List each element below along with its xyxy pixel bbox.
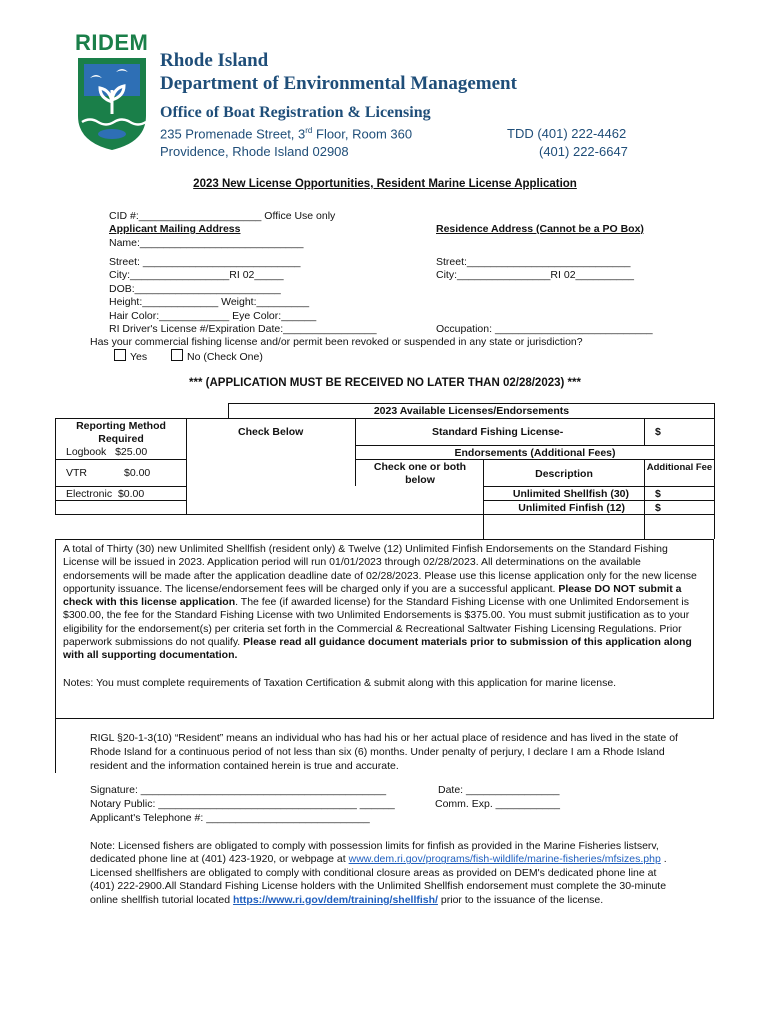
tdd-phone: TDD (401) 222-4462 bbox=[507, 126, 627, 141]
date-field[interactable]: Date: ________________ bbox=[438, 784, 560, 796]
compliance-note: Note: Licensed fishers are obligated to comply with possession limits for finfish as provided in the Marine Fisheries listserv, dedicated phone line at (401) 423-1920, or webpage at www.dem.ri.gov/programs/fish-wildlife/marine-fisheries/mfsizes.php . Licensed shellfishers are obligated to comply with conditional closure areas as provided on DEM's dedicated phone line at (401) 222-2900.All Standard Fishing License holders with the Unlimited Shellfish endorsement must complete the 30-minute online shellfish tutorial located https://www.ri.gov/dem/training/shellfish/ prior to the issuance of the license. bbox=[90, 840, 667, 906]
unlimited-finfish-fee[interactable]: $ bbox=[655, 502, 661, 514]
reporting-row-vtr-fee: $0.00 bbox=[124, 467, 151, 479]
license-field[interactable]: RI Driver's License #/Expiration Date:________________ bbox=[109, 323, 377, 335]
revoked-question: Has your commercial fishing license and/or permit been revoked or suspended in any state or jurisdiction? bbox=[90, 336, 583, 348]
mailing-city-field[interactable]: City:_________________RI 02_____ bbox=[109, 269, 284, 281]
ridem-logo-text: RIDEM bbox=[75, 30, 149, 55]
telephone-field[interactable]: Applicant's Telephone #: ____________________________ bbox=[90, 812, 370, 824]
check-one-header: Check one or both below bbox=[373, 461, 467, 486]
residence-city-field[interactable]: City:________________RI 02__________ bbox=[436, 269, 634, 281]
licenses-table-header: 2023 Available Licenses/Endorsements bbox=[373, 405, 570, 417]
description-header: Description bbox=[535, 468, 593, 480]
yes-checkbox[interactable]: Yes bbox=[114, 349, 147, 363]
dob-field[interactable]: DOB:_________________________ bbox=[109, 283, 281, 295]
check-below-label: Check Below bbox=[238, 426, 304, 438]
checkbox-icon[interactable] bbox=[114, 349, 126, 361]
no-checkbox[interactable]: No (Check One) bbox=[171, 349, 263, 363]
residence-address-heading: Residence Address (Cannot be a PO Box) bbox=[436, 223, 644, 235]
form-title: 2023 New License Opportunities, Resident Marine License Application bbox=[193, 178, 577, 190]
info-paragraph: A total of Thirty (30) new Unlimited Shellfish (resident only) & Twelve (12) Unlimited Finfish Endorsements on the Standard Fishing License will be issued in 2023. Application period will run 01/01/2023 through 02/28/2023. All determinations on the available endorsements will be made after the application deadline date of 02/28/2023. Please use this license application only for the new license opportunity issuance. The license/endorsement fees will be charged only if you are a successful applicant. Please DO NOT submit a check with this license application. The fee (if awarded license) for the Standard Fishing License with one Unlimited Endorsement is $300.00, the fee for the Standard Fishing License with two Unlimited Endorsements is $375.00. You must submit justification as to your eligibility for the endorsement(s) per criteria set forth in the Commercial & Recreational Saltwater Fishing Licensing Regulations. Prior paperwork submissions do not qualify. Please read all guidance document materials prior to submission of this application along with all supporting documentation. bbox=[63, 543, 697, 662]
hair-eye-field[interactable]: Hair Color:____________ Eye Color:______ bbox=[109, 310, 317, 322]
office-phone: (401) 222-6647 bbox=[539, 144, 628, 159]
endorsements-header: Endorsements (Additional Fees) bbox=[454, 447, 616, 459]
comm-exp-field[interactable]: Comm. Exp. ___________ bbox=[435, 798, 560, 810]
marine-fisheries-link[interactable]: www.dem.ri.gov/programs/fish-wildlife/marine-fisheries/mfsizes.php bbox=[348, 853, 661, 866]
unlimited-shellfish-fee[interactable]: $ bbox=[655, 488, 661, 500]
mailing-street-field[interactable]: Street: ___________________________ bbox=[109, 256, 301, 268]
shellfish-tutorial-link[interactable]: https://www.ri.gov/dem/training/shellfish/ bbox=[233, 893, 438, 906]
agency-state: Rhode Island bbox=[160, 50, 269, 71]
agency-department: Department of Environmental Management bbox=[160, 73, 517, 94]
reporting-row-logbook: Logbook $25.00 bbox=[66, 446, 148, 458]
reporting-row-electronic: Electronic $0.00 bbox=[66, 488, 145, 500]
unlimited-finfish-label: Unlimited Finfish (12) bbox=[518, 502, 625, 514]
occupation-field[interactable]: Occupation: ___________________________ bbox=[436, 323, 653, 335]
height-weight-field[interactable]: Height:_____________ Weight:_________ bbox=[109, 296, 310, 308]
checkbox-icon[interactable] bbox=[171, 349, 183, 361]
ridem-seal-icon bbox=[76, 56, 148, 152]
reporting-row-vtr: VTR bbox=[66, 467, 87, 479]
name-field[interactable]: Name:____________________________ bbox=[109, 237, 304, 249]
reporting-method-header: Reporting Method Required bbox=[76, 420, 166, 445]
unlimited-shellfish-label: Unlimited Shellfish (30) bbox=[512, 488, 629, 500]
additional-fee-header: Additional Fee bbox=[646, 462, 713, 473]
standard-license-fee[interactable]: $ bbox=[655, 426, 661, 438]
cid-field[interactable]: CID #:_____________________ Office Use only bbox=[109, 210, 336, 222]
residence-street-field[interactable]: Street:____________________________ bbox=[436, 256, 631, 268]
address-line1: 235 Promenade Street, 3rd Floor, Room 360 bbox=[160, 126, 413, 142]
standard-license-label: Standard Fishing License- bbox=[432, 426, 564, 438]
deadline-notice: *** (APPLICATION MUST BE RECEIVED NO LATER THAN 02/28/2023) *** bbox=[189, 377, 581, 389]
notary-field[interactable]: Notary Public: __________________________________ ______ bbox=[90, 798, 395, 810]
notes-paragraph: Notes: You must complete requirements of Taxation Certification & submit along with this application for marine license. bbox=[63, 677, 617, 689]
mailing-address-heading: Applicant Mailing Address bbox=[109, 223, 241, 235]
signature-field[interactable]: Signature: __________________________________________ bbox=[90, 784, 387, 796]
agency-office: Office of Boat Registration & Licensing bbox=[160, 104, 431, 121]
address-line2: Providence, Rhode Island 02908 bbox=[160, 144, 349, 159]
rigl-statement: RIGL §20-1-3(10) “Resident” means an individual who has had his or her actual place of residence and has lived in the state of Rhode Island for a continuous period of not less than six (6) months. Under penalty of perjury, I declare I am a Rhode Island resident and the information contained herein is true and accurate. bbox=[90, 732, 678, 772]
